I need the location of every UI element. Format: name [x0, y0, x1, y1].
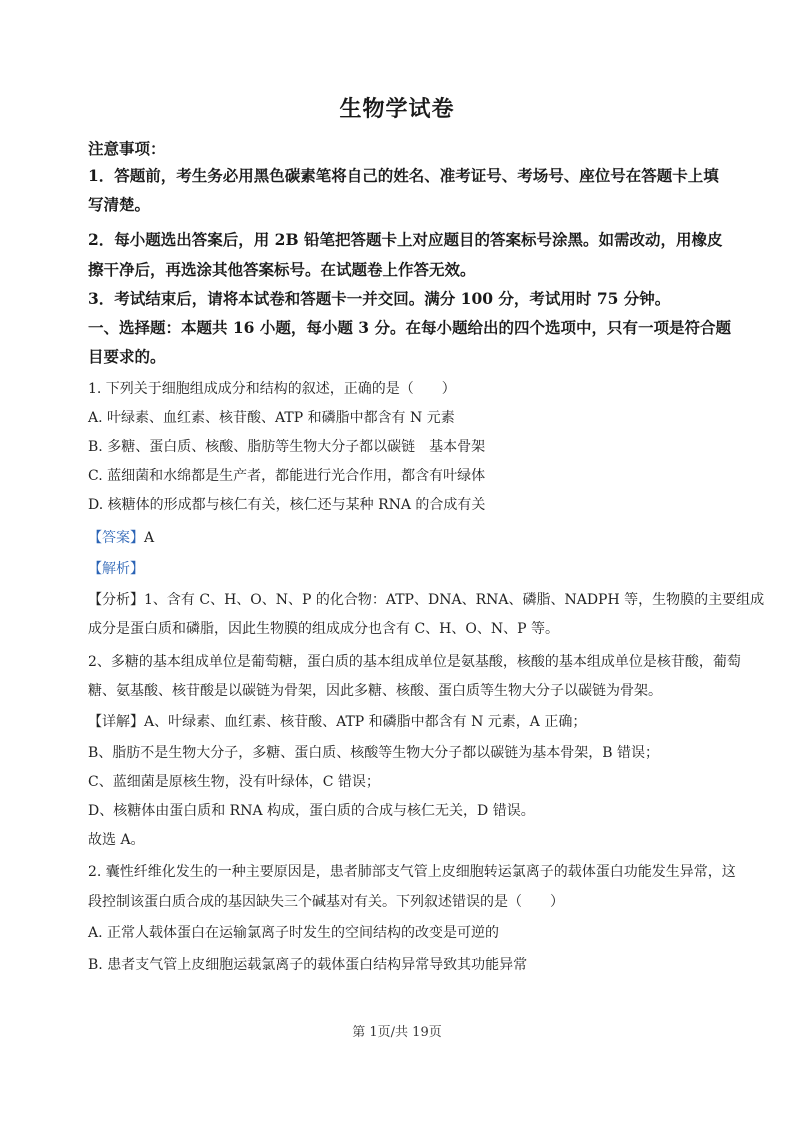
answer-value: A [144, 530, 155, 546]
fenxi-text-1: 1、含有 C、H、O、N、P 的化合物：ATP、DNA、RNA、磷脂、NADPH 等，生物膜的主要组成 [144, 592, 765, 608]
q1-stem: 1. 下列关于细胞组成成分和结构的叙述，正确的是（ ） [88, 381, 456, 397]
xiangjie-line-4: D、核糖体由蛋白质和 RNA 构成，蛋白质的合成与核仁无关，D 错误。 [88, 803, 535, 819]
q2-option-b: B. 患者支气管上皮细胞运载氯离子的载体蛋白结构异常导致其功能异常 [88, 957, 528, 973]
xiangjie-line-1 [88, 711, 586, 731]
fenxi-line-1 [88, 589, 764, 609]
xiangjie-line-3: C、蓝细菌是原核生物，没有叶绿体，C 错误； [88, 774, 380, 790]
page-number-footer: 第 1页/共 19页 [352, 1025, 442, 1040]
fenxi-line-4: 糖、氨基酸、核苷酸是以碳链为骨架，因此多糖、核酸、蛋白质等生物大分子以碳链为骨架。 [88, 683, 662, 699]
q2-stem-line-1: 2. 囊性纤维化发生的一种主要原因是，患者肺部支气管上皮细胞转运氯离子的载体蛋白功能发生异常，这 [88, 864, 736, 880]
q1-option-c: C. 蓝细菌和水绵都是生产者，都能进行光合作用，都含有叶绿体 [88, 468, 486, 484]
notice-item-1-line-2: 写清楚。 [88, 195, 151, 214]
q1-option-a: A. 叶绿素、血红素、核苷酸、ATP 和磷脂中都含有 N 元素 [88, 410, 455, 426]
notice-heading: 注意事项： [88, 139, 166, 158]
notice-item-2-line-1: 2．每小题选出答案后，用 2B 铅笔把答题卡上对应题目的答案标号涂黑。如需改动，用橡皮 [88, 230, 723, 249]
analysis-tag: 【解析】 [88, 561, 144, 577]
q2-option-a: A. 正常人载体蛋白在运输氯离子时发生的空间结构的改变是可逆的 [88, 925, 500, 941]
section-1-line-1: 一、选择题：本题共 16 小题，每小题 3 分。在每小题给出的四个选项中，只有一项是符合题 [88, 318, 731, 337]
page-title: 生物学试卷 [339, 96, 455, 122]
notice-item-2-line-2: 擦干净后，再选涂其他答案标号。在试题卷上作答无效。 [88, 260, 476, 279]
fenxi-line-2: 成分是蛋白质和磷脂，因此生物膜的组成成分也含有 C、H、O、N、P 等。 [88, 621, 559, 637]
q1-answer [88, 527, 154, 547]
xiangjie-line-2: B、脂肪不是生物大分子，多糖、蛋白质、核酸等生物大分子都以碳链为基本骨架，B 错误； [88, 745, 660, 761]
answer-tag: 【答案】 [88, 530, 144, 546]
q1-choose: 故选 A。 [88, 832, 145, 848]
xiangjie-tag: 【详解】 [88, 714, 144, 730]
fenxi-tag: 【分析】 [88, 592, 144, 608]
q1-option-d: D. 核糖体的形成都与核仁有关，核仁还与某种 RNA 的合成有关 [88, 497, 486, 513]
fenxi-line-3: 2、多糖的基本组成单位是葡萄糖，蛋白质的基本组成单位是氨基酸，核酸的基本组成单位是核苷酸，葡萄 [88, 654, 741, 670]
section-1-line-2: 目要求的。 [88, 347, 166, 366]
q2-stem-line-2: 段控制该蛋白质合成的基因缺失三个碱基对有关。下列叙述错误的是（ ） [88, 894, 564, 910]
xiangjie-text-1: A、叶绿素、血红素、核苷酸、ATP 和磷脂中都含有 N 元素，A 正确； [144, 714, 587, 730]
q1-option-b: B. 多糖、蛋白质、核酸、脂肪等生物大分子都以碳链 基本骨架 [88, 439, 486, 455]
notice-item-1-line-1: 1．答题前，考生务必用黑色碳素笔将自己的姓名、准考证号、考场号、座位号在答题卡上填 [88, 166, 719, 185]
notice-item-3: 3．考试结束后，请将本试卷和答题卡一并交回。满分 100 分，考试用时 75 分钟。 [88, 289, 671, 308]
